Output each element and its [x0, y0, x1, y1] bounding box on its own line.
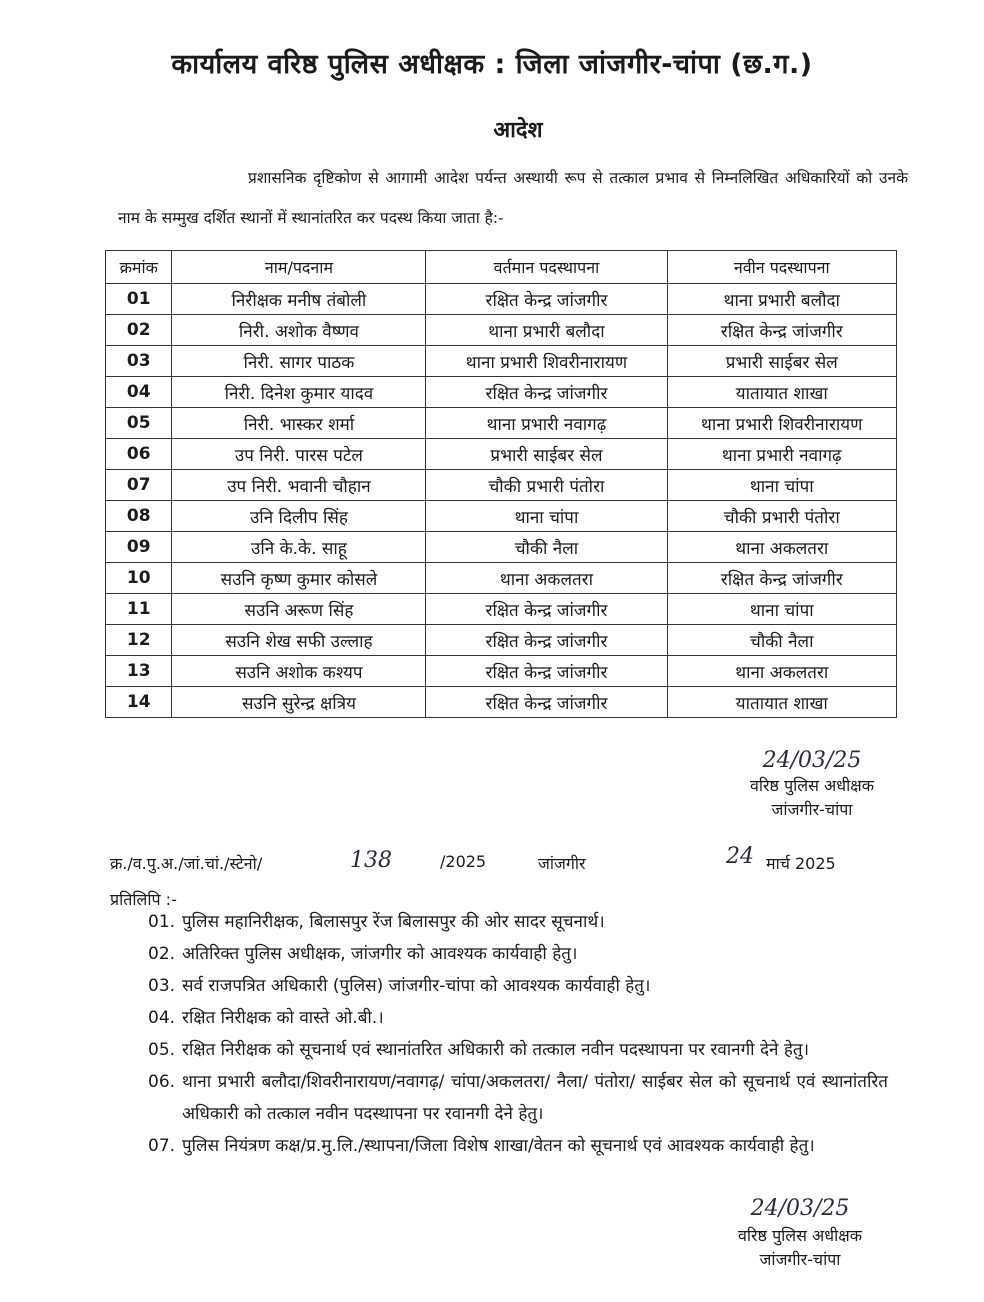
reference-day: 24 [726, 844, 754, 869]
order-intro-paragraph: प्रशासनिक दृष्टिकोण से आगामी आदेश पर्यन्त अस्थायी रूप से तत्काल प्रभाव से निम्नलिखित अधिकारियों को उनके नाम के सम्मुख दर्शित स्थानों में स्थानांतरित कर पदस्थ किया जाता है:- [118, 169, 908, 227]
list-item [148, 970, 888, 1002]
table-row [106, 501, 897, 532]
new-posting-cell: थाना चांपा [667, 594, 896, 625]
handwritten-signature: 24/03/25 [762, 748, 862, 773]
signatory-designation: वरिष्ठ पुलिस अधीक्षक [749, 776, 875, 795]
serial-cell: 06 [106, 439, 172, 470]
copy-item-text: पुलिस नियंत्रण कक्ष/प्र.मु.लि./स्थापना/जिला विशेष शाखा/वेतन को सूचनार्थ एवं आवश्यक कार्यवाही हेतु। [182, 1136, 815, 1156]
new-posting-cell: थाना प्रभारी शिवरीनारायण [667, 408, 896, 439]
name-designation-cell: निरीक्षक मनीष तंबोली [172, 284, 426, 315]
table-row [106, 563, 897, 594]
current-posting-cell: रक्षित केन्द्र जांजगीर [426, 687, 667, 718]
column-header-name: नाम/पदनाम [172, 251, 426, 284]
new-posting-cell: थाना अकलतरा [667, 532, 896, 563]
table-header-row [106, 251, 897, 284]
signature-block-bottom [700, 1196, 900, 1272]
name-designation-cell: निरी. भास्कर शर्मा [172, 408, 426, 439]
current-posting-cell: थाना प्रभारी बलौदा [426, 315, 667, 346]
copy-item-text: सर्व राजपत्रित अधिकारी (पुलिस) जांजगीर-चांपा को आवश्यक कार्यवाही हेतु। [182, 976, 651, 996]
copy-item-text: अतिरिक्त पुलिस अधीक्षक, जांजगीर को आवश्यक कार्यवाही हेतु। [182, 944, 578, 964]
copy-item-number: 07. [148, 1136, 176, 1156]
copy-item-text: पुलिस महानिरीक्षक, बिलासपुर रेंज बिलासपुर की ओर सादर सूचनार्थ। [182, 912, 605, 932]
new-posting-cell: रक्षित केन्द्र जांजगीर [667, 315, 896, 346]
transfer-table [105, 250, 897, 718]
current-posting-cell: रक्षित केन्द्र जांजगीर [426, 656, 667, 687]
serial-cell: 12 [106, 625, 172, 656]
copy-item-text: रक्षित निरीक्षक को वास्ते ओ.बी.। [182, 1008, 384, 1028]
current-posting-cell: चौकी नैला [426, 532, 667, 563]
table-row [106, 315, 897, 346]
copy-item-text: थाना प्रभारी बलौदा/शिवरीनारायण/नवागढ़/ चांपा/अकलतरा/ नैला/ पंतोरा/ साईबर सेल को सूचनार्थ एवं स्थानांतरित अधिकारी को तत्काल नवीन पदस्थापना पर रवानगी देने हेतु। [182, 1072, 888, 1124]
new-posting-cell: थाना प्रभारी नवागढ़ [667, 439, 896, 470]
current-posting-cell: थाना अकलतरा [426, 563, 667, 594]
name-designation-cell: सउनि अशोक कश्यप [172, 656, 426, 687]
serial-cell: 02 [106, 315, 172, 346]
name-designation-cell: निरी. दिनेश कुमार यादव [172, 377, 426, 408]
new-posting-cell: रक्षित केन्द्र जांजगीर [667, 563, 896, 594]
office-heading: कार्यालय वरिष्ठ पुलिस अधीक्षक : जिला जांजगीर-चांपा (छ.ग.) [171, 49, 813, 80]
new-posting-cell: प्रभारी साईबर सेल [667, 346, 896, 377]
signature-block-top [712, 748, 912, 822]
current-posting-cell: रक्षित केन्द्र जांजगीर [426, 284, 667, 315]
new-posting-cell: यातायात शाखा [667, 377, 896, 408]
copy-item-number: 04. [148, 1008, 176, 1028]
serial-cell: 04 [106, 377, 172, 408]
column-header-new-posting: नवीन पदस्थापना [667, 251, 896, 284]
serial-cell: 11 [106, 594, 172, 625]
new-posting-cell: थाना चांपा [667, 470, 896, 501]
serial-cell: 14 [106, 687, 172, 718]
transfer-table-body [106, 284, 897, 718]
reference-prefix: क्र./व.पु.अ./जां.चां./स्टेनो/ [110, 854, 263, 873]
reference-date: मार्च 2025 [766, 854, 836, 873]
new-posting-cell: थाना अकलतरा [667, 656, 896, 687]
name-designation-cell: उप निरी. भवानी चौहान [172, 470, 426, 501]
serial-cell: 13 [106, 656, 172, 687]
name-designation-cell: सउनि कृष्ण कुमार कोसले [172, 563, 426, 594]
current-posting-cell: रक्षित केन्द्र जांजगीर [426, 594, 667, 625]
copy-item-number: 03. [148, 976, 176, 996]
serial-cell: 01 [106, 284, 172, 315]
new-posting-cell: चौकी प्रभारी पंतोरा [667, 501, 896, 532]
name-designation-cell: उनि दिलीप सिंह [172, 501, 426, 532]
table-row [106, 408, 897, 439]
list-item [148, 938, 888, 970]
copy-item-number: 05. [148, 1040, 176, 1060]
name-designation-cell: उप निरी. पारस पटेल [172, 439, 426, 470]
column-header-serial: क्रमांक [106, 251, 172, 284]
copy-to-label: प्रतिलिपि :- [110, 890, 177, 909]
table-row [106, 470, 897, 501]
name-designation-cell: सउनि सुरेन्द्र क्षत्रिय [172, 687, 426, 718]
current-posting-cell: थाना चांपा [426, 501, 667, 532]
copy-item-text: रक्षित निरीक्षक को सूचनार्थ एवं स्थानांतरित अधिकारी को तत्काल नवीन पदस्थापना पर रवानगी देने हेतु। [182, 1040, 810, 1060]
order-title: आदेश [493, 118, 543, 143]
name-designation-cell: सउनि अरूण सिंह [172, 594, 426, 625]
serial-cell: 10 [106, 563, 172, 594]
name-designation-cell: सउनि शेख सफी उल्लाह [172, 625, 426, 656]
handwritten-signature-bottom: 24/03/25 [750, 1196, 850, 1221]
table-row [106, 625, 897, 656]
new-posting-cell: चौकी नैला [667, 625, 896, 656]
table-row [106, 377, 897, 408]
table-row [106, 346, 897, 377]
table-row [106, 284, 897, 315]
column-header-current-posting: वर्तमान पदस्थापना [426, 251, 667, 284]
signatory-place-bottom: जांजगीर-चांपा [759, 1250, 841, 1269]
copy-to-list [148, 906, 888, 1162]
list-item [148, 1002, 888, 1034]
new-posting-cell: थाना प्रभारी बलौदा [667, 284, 896, 315]
current-posting-cell: चौकी प्रभारी पंतोरा [426, 470, 667, 501]
table-row [106, 532, 897, 563]
serial-cell: 08 [106, 501, 172, 532]
current-posting-cell: प्रभारी साईबर सेल [426, 439, 667, 470]
current-posting-cell: रक्षित केन्द्र जांजगीर [426, 625, 667, 656]
name-designation-cell: निरी. अशोक वैष्णव [172, 315, 426, 346]
signatory-place: जांजगीर-चांपा [771, 800, 853, 819]
current-posting-cell: रक्षित केन्द्र जांजगीर [426, 377, 667, 408]
current-posting-cell: थाना प्रभारी शिवरीनारायण [426, 346, 667, 377]
table-row [106, 594, 897, 625]
reference-line [110, 844, 870, 882]
current-posting-cell: थाना प्रभारी नवागढ़ [426, 408, 667, 439]
serial-cell: 09 [106, 532, 172, 563]
list-item [148, 1034, 888, 1066]
list-item [148, 1066, 888, 1130]
list-item [148, 906, 888, 938]
name-designation-cell: उनि के.के. साहू [172, 532, 426, 563]
serial-cell: 05 [106, 408, 172, 439]
reference-year: /2025 [440, 852, 487, 871]
serial-cell: 07 [106, 470, 172, 501]
reference-place: जांजगीर [538, 854, 586, 873]
new-posting-cell: यातायात शाखा [667, 687, 896, 718]
table-row [106, 687, 897, 718]
serial-cell: 03 [106, 346, 172, 377]
copy-item-number: 01. [148, 912, 176, 932]
reference-number: 138 [350, 848, 392, 873]
copy-item-number: 06. [148, 1072, 176, 1092]
copy-item-number: 02. [148, 944, 176, 964]
name-designation-cell: निरी. सागर पाठक [172, 346, 426, 377]
table-row [106, 439, 897, 470]
signatory-designation-bottom: वरिष्ठ पुलिस अधीक्षक [737, 1226, 863, 1245]
list-item [148, 1130, 888, 1162]
table-row [106, 656, 897, 687]
